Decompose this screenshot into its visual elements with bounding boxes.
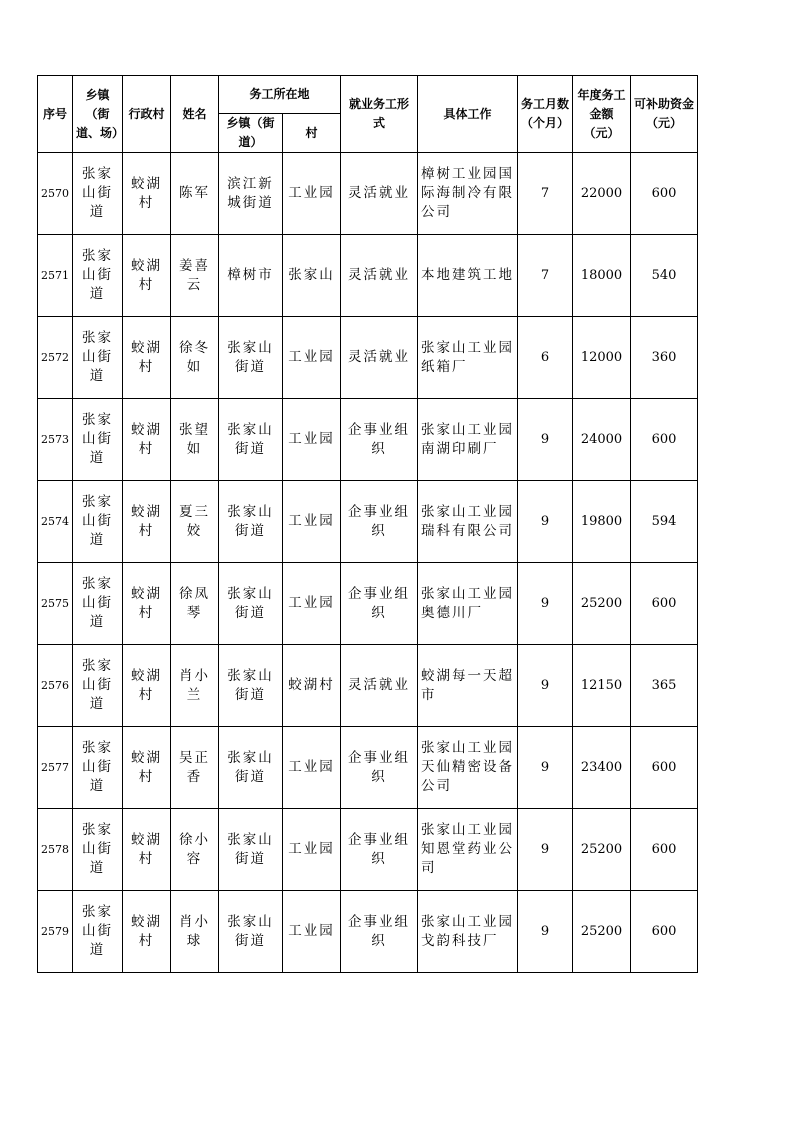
row-town-text: 张家山街道 <box>82 576 113 630</box>
row-job <box>418 891 518 973</box>
row-work-town <box>219 563 283 645</box>
row-subsidy-text: 600 <box>651 596 677 611</box>
row-work-village <box>283 727 341 809</box>
row-name <box>171 317 219 399</box>
row-months-text: 9 <box>540 924 550 939</box>
row-months <box>518 481 573 563</box>
row-seq <box>38 809 73 891</box>
row-town <box>73 645 123 727</box>
row-work-village-text: 工业园 <box>288 595 335 611</box>
row-job <box>418 481 518 563</box>
row-name <box>171 645 219 727</box>
row-income <box>573 563 631 645</box>
row-job <box>418 563 518 645</box>
row-employment-form <box>341 235 418 317</box>
row-months-text: 9 <box>540 760 550 775</box>
row-work-town-text: 张家山街道 <box>227 831 274 867</box>
row-seq-text: 2577 <box>41 761 69 774</box>
row-village-text: 蛟湖村 <box>131 175 162 211</box>
row-work-town-text: 张家山街道 <box>227 421 274 457</box>
row-name <box>171 727 219 809</box>
row-employment-form-text: 灵活就业 <box>348 185 411 201</box>
row-name-text: 徐小容 <box>179 831 210 867</box>
row-town-text: 张家山街道 <box>82 412 113 466</box>
row-village-text: 蛟湖村 <box>131 749 162 785</box>
row-work-village-text: 工业园 <box>288 349 335 365</box>
row-name <box>171 235 219 317</box>
header-name: 姓名 <box>171 76 219 153</box>
row-employment-form-text: 灵活就业 <box>348 267 411 283</box>
row-months-text: 9 <box>540 514 550 529</box>
row-income-text: 25200 <box>580 842 623 857</box>
row-work-village <box>283 809 341 891</box>
row-income <box>573 481 631 563</box>
row-job-text: 樟树工业园国际海制冷有限公司 <box>421 166 515 220</box>
row-employment-form <box>341 809 418 891</box>
row-income <box>573 235 631 317</box>
row-income-text: 22000 <box>580 186 623 201</box>
row-work-town-text: 张家山街道 <box>227 503 274 539</box>
row-subsidy <box>631 645 698 727</box>
row-seq-text: 2574 <box>41 515 69 528</box>
row-subsidy-text: 540 <box>651 268 677 283</box>
row-income <box>573 645 631 727</box>
row-employment-form <box>341 891 418 973</box>
row-village <box>123 153 171 235</box>
row-work-town <box>219 235 283 317</box>
row-village <box>123 645 171 727</box>
row-months <box>518 235 573 317</box>
row-months <box>518 399 573 481</box>
row-name-text: 夏三姣 <box>179 503 210 539</box>
row-seq-text: 2575 <box>41 597 69 610</box>
row-employment-form <box>341 399 418 481</box>
row-job-text: 张家山工业园奥德川厂 <box>421 585 515 621</box>
row-subsidy <box>631 727 698 809</box>
row-village <box>123 317 171 399</box>
row-work-village <box>283 317 341 399</box>
row-village-text: 蛟湖村 <box>131 257 162 293</box>
row-town <box>73 399 123 481</box>
row-town <box>73 317 123 399</box>
row-subsidy-text: 600 <box>651 432 677 447</box>
row-subsidy <box>631 399 698 481</box>
row-village <box>123 481 171 563</box>
row-job-text: 张家山工业园天仙精密设备公司 <box>421 740 515 794</box>
row-town-text: 张家山街道 <box>82 330 113 384</box>
row-months-text: 6 <box>540 350 550 365</box>
row-work-village <box>283 399 341 481</box>
row-income <box>573 153 631 235</box>
row-seq <box>38 317 73 399</box>
row-employment-form-text: 企事业组织 <box>348 503 411 539</box>
row-village-text: 蛟湖村 <box>131 339 162 375</box>
row-village-text: 蛟湖村 <box>131 831 162 867</box>
row-work-town-text: 张家山街道 <box>227 339 274 375</box>
row-work-village <box>283 153 341 235</box>
row-job <box>418 809 518 891</box>
row-months-text: 9 <box>540 596 550 611</box>
row-job-text: 张家山工业园瑞科有限公司 <box>421 503 515 539</box>
row-work-village <box>283 481 341 563</box>
table-row <box>38 563 698 645</box>
row-work-village-text: 工业园 <box>288 923 335 939</box>
row-work-village-text: 工业园 <box>288 185 335 201</box>
table-row <box>38 235 698 317</box>
row-seq-text: 2578 <box>41 843 69 856</box>
row-name <box>171 809 219 891</box>
row-income-text: 25200 <box>580 596 623 611</box>
row-employment-form-text: 企事业组织 <box>348 749 411 785</box>
header-annual-income: 年度务工金额（元） <box>573 76 631 153</box>
row-job <box>418 399 518 481</box>
row-income-text: 19800 <box>580 514 623 529</box>
row-seq-text: 2571 <box>41 269 69 282</box>
row-work-village-text: 张家山 <box>288 267 335 283</box>
header-workplace: 务工所在地 <box>219 76 341 114</box>
row-income <box>573 809 631 891</box>
row-employment-form <box>341 153 418 235</box>
row-employment-form <box>341 481 418 563</box>
row-village <box>123 563 171 645</box>
table-row <box>38 809 698 891</box>
row-town <box>73 235 123 317</box>
row-job <box>418 235 518 317</box>
row-employment-form-text: 灵活就业 <box>348 349 411 365</box>
row-town-text: 张家山街道 <box>82 248 113 302</box>
row-village-text: 蛟湖村 <box>131 421 162 457</box>
row-work-village <box>283 891 341 973</box>
row-months-text: 9 <box>540 842 550 857</box>
header-subsidy: 可补助资金（元） <box>631 76 698 153</box>
row-seq-text: 2573 <box>41 433 69 446</box>
row-village <box>123 727 171 809</box>
row-months <box>518 809 573 891</box>
row-subsidy-text: 600 <box>651 842 677 857</box>
row-village-text: 蛟湖村 <box>131 585 162 621</box>
row-name-text: 肖小兰 <box>179 667 210 703</box>
row-job-text: 张家山工业园知恩堂药业公司 <box>421 822 515 876</box>
row-months-text: 9 <box>540 678 550 693</box>
row-work-town <box>219 727 283 809</box>
row-employment-form-text: 企事业组织 <box>348 421 411 457</box>
row-town <box>73 809 123 891</box>
row-subsidy <box>631 153 698 235</box>
row-employment-form-text: 灵活就业 <box>348 677 411 693</box>
row-months-text: 7 <box>540 268 550 283</box>
row-village-text: 蛟湖村 <box>131 503 162 539</box>
row-work-town-text: 张家山街道 <box>227 667 274 703</box>
row-job-text: 张家山工业园纸箱厂 <box>421 339 515 375</box>
header-village: 行政村 <box>123 76 171 153</box>
row-work-town-text: 张家山街道 <box>227 913 274 949</box>
row-village-text: 蛟湖村 <box>131 667 162 703</box>
row-work-town <box>219 809 283 891</box>
row-name-text: 肖小球 <box>179 913 210 949</box>
table-row <box>38 727 698 809</box>
row-village <box>123 891 171 973</box>
row-work-town <box>219 481 283 563</box>
header-work-town: 乡镇（街道） <box>219 114 283 153</box>
row-name-text: 徐冬如 <box>179 339 210 375</box>
row-town-text: 张家山街道 <box>82 822 113 876</box>
row-income-text: 24000 <box>580 432 623 447</box>
row-months-text: 7 <box>540 186 550 201</box>
row-work-village-text: 工业园 <box>288 431 335 447</box>
row-job <box>418 317 518 399</box>
row-work-village-text: 工业园 <box>288 841 335 857</box>
row-subsidy-text: 360 <box>651 350 677 365</box>
row-town <box>73 153 123 235</box>
row-job-text: 张家山工业园南湖印刷厂 <box>421 421 515 457</box>
row-seq <box>38 235 73 317</box>
row-work-village-text: 蛟湖村 <box>288 677 335 693</box>
row-subsidy-text: 600 <box>651 924 677 939</box>
row-work-village-text: 工业园 <box>288 759 335 775</box>
row-job <box>418 645 518 727</box>
row-village <box>123 809 171 891</box>
table-row <box>38 481 698 563</box>
row-income-text: 12150 <box>580 678 623 693</box>
row-seq-text: 2576 <box>41 679 69 692</box>
row-job-text: 本地建筑工地 <box>421 267 515 283</box>
header-town: 乡镇（街道、场） <box>73 76 123 153</box>
row-town-text: 张家山街道 <box>82 658 113 712</box>
row-subsidy <box>631 809 698 891</box>
row-seq <box>38 645 73 727</box>
row-town <box>73 891 123 973</box>
row-village <box>123 235 171 317</box>
row-village <box>123 399 171 481</box>
table-row <box>38 645 698 727</box>
row-name <box>171 481 219 563</box>
row-subsidy <box>631 481 698 563</box>
header-job: 具体工作 <box>418 76 518 153</box>
row-job-text: 张家山工业园戈韵科技厂 <box>421 913 515 949</box>
row-work-town-text: 张家山街道 <box>227 585 274 621</box>
header-employment-form: 就业务工形式 <box>341 76 418 153</box>
row-work-town <box>219 153 283 235</box>
row-work-town <box>219 891 283 973</box>
row-seq-text: 2579 <box>41 925 69 938</box>
row-employment-form <box>341 727 418 809</box>
row-employment-form-text: 企事业组织 <box>348 913 411 949</box>
row-employment-form-text: 企事业组织 <box>348 585 411 621</box>
row-seq-text: 2570 <box>41 187 69 200</box>
row-name-text: 陈军 <box>179 185 210 201</box>
row-name <box>171 563 219 645</box>
row-seq <box>38 563 73 645</box>
table-header <box>38 76 698 153</box>
row-name-text: 姜喜云 <box>179 257 210 293</box>
subsidy-table <box>37 75 698 973</box>
row-town <box>73 727 123 809</box>
row-work-village <box>283 235 341 317</box>
row-months <box>518 645 573 727</box>
row-seq <box>38 399 73 481</box>
row-village-text: 蛟湖村 <box>131 913 162 949</box>
row-subsidy <box>631 235 698 317</box>
row-seq <box>38 481 73 563</box>
row-town-text: 张家山街道 <box>82 166 113 220</box>
row-work-town-text: 张家山街道 <box>227 749 274 785</box>
row-job <box>418 153 518 235</box>
table-body <box>38 153 698 973</box>
row-employment-form <box>341 645 418 727</box>
row-subsidy <box>631 891 698 973</box>
table-row <box>38 317 698 399</box>
row-income-text: 25200 <box>580 924 623 939</box>
row-town <box>73 481 123 563</box>
table-row <box>38 153 698 235</box>
row-income <box>573 891 631 973</box>
row-income <box>573 727 631 809</box>
row-name <box>171 399 219 481</box>
row-job-text: 蛟湖每一天超市 <box>421 667 515 703</box>
row-town-text: 张家山街道 <box>82 904 113 958</box>
row-subsidy-text: 600 <box>651 760 677 775</box>
row-work-town-text: 滨江新城街道 <box>227 175 274 211</box>
header-months: 务工月数（个月） <box>518 76 573 153</box>
table-row <box>38 399 698 481</box>
row-name-text: 张望如 <box>179 421 210 457</box>
row-income-text: 18000 <box>580 268 623 283</box>
row-subsidy-text: 594 <box>651 514 677 529</box>
row-subsidy <box>631 317 698 399</box>
row-income-text: 23400 <box>580 760 623 775</box>
row-work-town <box>219 317 283 399</box>
row-seq <box>38 891 73 973</box>
row-seq-text: 2572 <box>41 351 69 364</box>
row-work-town <box>219 645 283 727</box>
row-subsidy-text: 600 <box>651 186 677 201</box>
row-seq <box>38 153 73 235</box>
row-subsidy <box>631 563 698 645</box>
row-months <box>518 727 573 809</box>
row-town-text: 张家山街道 <box>82 494 113 548</box>
row-work-village-text: 工业园 <box>288 513 335 529</box>
table-row <box>38 891 698 973</box>
row-work-town-text: 樟树市 <box>227 267 274 283</box>
row-employment-form <box>341 317 418 399</box>
row-subsidy-text: 365 <box>651 678 677 693</box>
row-name-text: 吴正香 <box>179 749 210 785</box>
row-employment-form <box>341 563 418 645</box>
row-months <box>518 153 573 235</box>
row-name <box>171 153 219 235</box>
row-name-text: 徐凤琴 <box>179 585 210 621</box>
row-months <box>518 563 573 645</box>
row-employment-form-text: 企事业组织 <box>348 831 411 867</box>
row-months <box>518 317 573 399</box>
header-work-village: 村 <box>283 114 341 153</box>
row-months-text: 9 <box>540 432 550 447</box>
row-town-text: 张家山街道 <box>82 740 113 794</box>
row-income-text: 12000 <box>580 350 623 365</box>
row-months <box>518 891 573 973</box>
row-job <box>418 727 518 809</box>
row-seq <box>38 727 73 809</box>
row-work-village <box>283 645 341 727</box>
row-name <box>171 891 219 973</box>
row-income <box>573 399 631 481</box>
row-income <box>573 317 631 399</box>
row-work-village <box>283 563 341 645</box>
row-work-town <box>219 399 283 481</box>
row-town <box>73 563 123 645</box>
header-seq: 序号 <box>38 76 73 153</box>
